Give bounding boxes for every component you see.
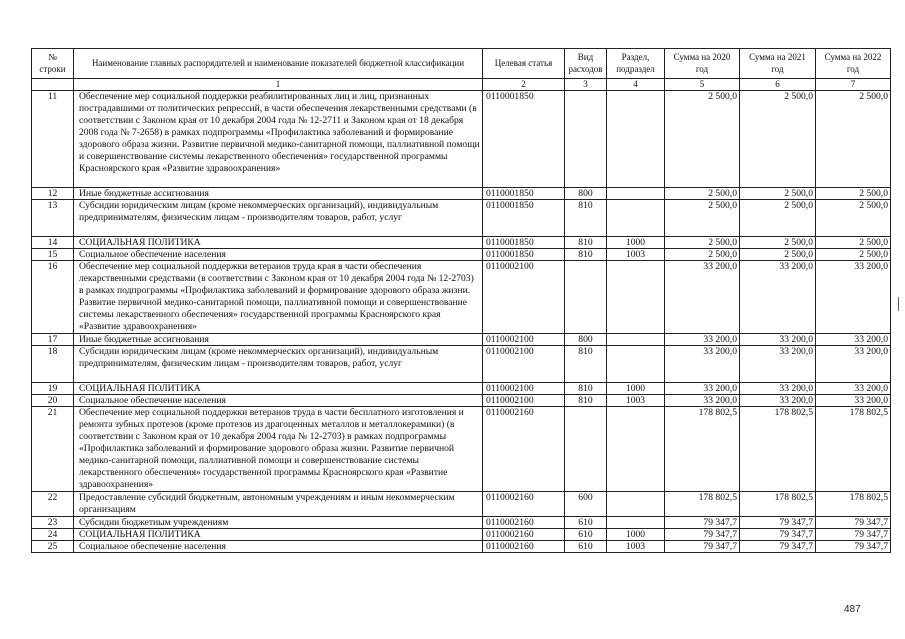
cell-sum-2020: 79 347,7 [665, 517, 740, 529]
cell-target-article: 0110002160 [483, 541, 565, 553]
cell-name: Социальное обеспечение населения [74, 249, 483, 261]
cell-sum-2022: 33 200,0 [816, 334, 891, 346]
cell-sum-2020: 178 802,5 [665, 492, 740, 517]
cell-sum-2022: 2 500,0 [816, 237, 891, 249]
table-row [32, 346, 891, 383]
cell-name: Иные бюджетные ассигнования [74, 188, 483, 200]
cell-name: Социальное обеспечение населения [74, 395, 483, 407]
cell-sum-2022: 79 347,7 [816, 541, 891, 553]
header-sum-2020: Сумма на 2020 год [665, 49, 740, 79]
cell-sum-2021: 2 500,0 [740, 91, 816, 188]
cell-expense-type: 810 [565, 395, 607, 407]
table-row [32, 383, 891, 395]
cell-row-number: 16 [32, 261, 74, 334]
cell-sum-2021: 33 200,0 [740, 383, 816, 395]
cell-expense-type [565, 91, 607, 188]
cell-target-article: 0110001850 [483, 237, 565, 249]
column-number: 2 [483, 79, 565, 91]
cell-sum-2020: 33 200,0 [665, 346, 740, 383]
cell-sum-2021: 178 802,5 [740, 407, 816, 492]
cell-section [607, 346, 665, 383]
table-row [32, 188, 891, 200]
cell-name: Иные бюджетные ассигнования [74, 334, 483, 346]
cell-sum-2021: 2 500,0 [740, 237, 816, 249]
cell-section: 1003 [607, 249, 665, 261]
cell-expense-type: 810 [565, 200, 607, 237]
cell-name: Обеспечение мер социальной поддержки ветеранов труда края в части обеспечения лекарственными средствами (в соответствии с Законом края от 10 декабря 2004 года № 12-2703) в рамках подпрограммы «Профилактика заболеваний и формирование здорового образа жизни. Развитие первичной медико-санитарной помощи, паллиативной помощи и совершенствование системы лекарственного обеспечения» государственной программы Красноярского края «Развитие здравоохранения» [74, 261, 483, 334]
cell-sum-2022: 2 500,0 [816, 249, 891, 261]
table-row [32, 200, 891, 237]
cell-sum-2022: 2 500,0 [816, 91, 891, 188]
cell-name: Субсидии юридическим лицам (кроме некоммерческих организаций), индивидуальным предпринимателям, физическим лицам - производителям товаров, работ, услуг [74, 346, 483, 383]
cell-sum-2021: 33 200,0 [740, 261, 816, 334]
cell-sum-2020: 33 200,0 [665, 395, 740, 407]
cell-section [607, 407, 665, 492]
header-expense-type: Вид расходов [565, 49, 607, 79]
cell-section [607, 261, 665, 334]
column-number: 6 [740, 79, 816, 91]
cell-sum-2021: 2 500,0 [740, 188, 816, 200]
cell-name: Социальное обеспечение населения [74, 541, 483, 553]
table-row [32, 517, 891, 529]
cell-section [607, 200, 665, 237]
cell-sum-2021: 79 347,7 [740, 529, 816, 541]
cell-target-article: 0110001850 [483, 200, 565, 237]
table-row [32, 237, 891, 249]
header-target-article: Целевая статья [483, 49, 565, 79]
cell-target-article: 0110002100 [483, 383, 565, 395]
cell-expense-type: 810 [565, 346, 607, 383]
cell-sum-2022: 2 500,0 [816, 200, 891, 237]
table-row [32, 249, 891, 261]
header-sum-2021: Сумма на 2021 год [740, 49, 816, 79]
cell-row-number: 19 [32, 383, 74, 395]
cell-sum-2020: 33 200,0 [665, 334, 740, 346]
cell-sum-2020: 2 500,0 [665, 237, 740, 249]
cell-target-article: 0110002100 [483, 334, 565, 346]
cell-row-number: 20 [32, 395, 74, 407]
table-row [32, 395, 891, 407]
cell-target-article: 0110002160 [483, 407, 565, 492]
cell-sum-2022: 178 802,5 [816, 407, 891, 492]
table-row [32, 492, 891, 517]
budget-table [31, 48, 891, 553]
cell-sum-2021: 33 200,0 [740, 346, 816, 383]
column-number: 3 [565, 79, 607, 91]
cell-sum-2022: 33 200,0 [816, 346, 891, 383]
cell-name: СОЦИАЛЬНАЯ ПОЛИТИКА [74, 383, 483, 395]
cell-target-article: 0110001850 [483, 188, 565, 200]
table-row [32, 407, 891, 492]
cell-sum-2022: 33 200,0 [816, 383, 891, 395]
cell-expense-type [565, 261, 607, 334]
cell-row-number: 23 [32, 517, 74, 529]
cell-sum-2022: 79 347,7 [816, 517, 891, 529]
cell-row-number: 21 [32, 407, 74, 492]
cell-sum-2022: 33 200,0 [816, 395, 891, 407]
cell-sum-2020: 2 500,0 [665, 91, 740, 188]
cell-row-number: 14 [32, 237, 74, 249]
cell-sum-2020: 2 500,0 [665, 188, 740, 200]
cell-target-article: 0110002160 [483, 517, 565, 529]
cell-section [607, 517, 665, 529]
cell-target-article: 0110002100 [483, 395, 565, 407]
table-row [32, 529, 891, 541]
cell-sum-2021: 33 200,0 [740, 334, 816, 346]
cell-sum-2021: 2 500,0 [740, 249, 816, 261]
cell-name: СОЦИАЛЬНАЯ ПОЛИТИКА [74, 237, 483, 249]
cell-row-number: 25 [32, 541, 74, 553]
cell-expense-type: 800 [565, 334, 607, 346]
cell-row-number: 12 [32, 188, 74, 200]
cell-name: Субсидии юридическим лицам (кроме некоммерческих организаций), индивидуальным предпринимателям, физическим лицам - производителям товаров, работ, услуг [74, 200, 483, 237]
cell-sum-2022: 33 200,0 [816, 261, 891, 334]
cell-section [607, 188, 665, 200]
cell-sum-2022: 2 500,0 [816, 188, 891, 200]
cell-sum-2020: 79 347,7 [665, 541, 740, 553]
cell-section: 1000 [607, 529, 665, 541]
cell-section [607, 91, 665, 188]
budget-table-sheet [31, 48, 890, 553]
cell-sum-2022: 178 802,5 [816, 492, 891, 517]
margin-mark [898, 297, 899, 311]
cell-section: 1000 [607, 383, 665, 395]
cell-row-number: 17 [32, 334, 74, 346]
cell-sum-2021: 178 802,5 [740, 492, 816, 517]
column-number: 5 [665, 79, 740, 91]
header-section: Раздел, подраздел [607, 49, 665, 79]
table-row [32, 261, 891, 334]
table-row [32, 91, 891, 188]
cell-expense-type: 810 [565, 249, 607, 261]
cell-target-article: 0110002100 [483, 261, 565, 334]
column-number [32, 79, 74, 91]
column-number: 7 [816, 79, 891, 91]
cell-row-number: 24 [32, 529, 74, 541]
cell-expense-type: 600 [565, 492, 607, 517]
cell-sum-2022: 79 347,7 [816, 529, 891, 541]
table-row [32, 541, 891, 553]
cell-row-number: 13 [32, 200, 74, 237]
cell-sum-2021: 79 347,7 [740, 541, 816, 553]
cell-expense-type: 610 [565, 517, 607, 529]
cell-row-number: 11 [32, 91, 74, 188]
cell-expense-type: 810 [565, 383, 607, 395]
cell-name: Субсидии бюджетным учреждениям [74, 517, 483, 529]
cell-expense-type: 800 [565, 188, 607, 200]
cell-expense-type: 610 [565, 529, 607, 541]
cell-name: Предоставление субсидий бюджетным, автономным учреждениям и иным некоммерческим организациям [74, 492, 483, 517]
cell-sum-2020: 79 347,7 [665, 529, 740, 541]
cell-sum-2021: 33 200,0 [740, 395, 816, 407]
cell-name: Обеспечение мер социальной поддержки реабилитированных лиц и лиц, признанных пострадавшими от политических репрессий, в части обеспечения лекарственными средствами (в соответствии с Законом края от 10 декабря 2004 года № 12-2711 и Законом края от 18 декабря 2008 года № 7-2658) в рамках подпрограммы «Профилактика заболеваний и формирование здорового образа жизни. Развитие первичной медико-санитарной помощи, паллиативной помощи и совершенствование системы лекарственного обеспечения» государственной программы Красноярского края «Развитие здравоохранения» [74, 91, 483, 188]
column-number: 4 [607, 79, 665, 91]
cell-sum-2020: 33 200,0 [665, 383, 740, 395]
cell-row-number: 15 [32, 249, 74, 261]
table-row [32, 334, 891, 346]
cell-target-article: 0110002160 [483, 529, 565, 541]
column-number: 1 [74, 79, 483, 91]
cell-sum-2020: 178 802,5 [665, 407, 740, 492]
header-name: Наименование главных распорядителей и наименование показателей бюджетной классификации [74, 49, 483, 79]
cell-section: 1000 [607, 237, 665, 249]
cell-target-article: 0110002100 [483, 346, 565, 383]
cell-row-number: 22 [32, 492, 74, 517]
cell-row-number: 18 [32, 346, 74, 383]
cell-sum-2020: 2 500,0 [665, 249, 740, 261]
cell-section [607, 492, 665, 517]
header-row [32, 49, 891, 79]
cell-name: СОЦИАЛЬНАЯ ПОЛИТИКА [74, 529, 483, 541]
cell-section [607, 334, 665, 346]
table-body [32, 91, 891, 553]
cell-target-article: 0110001850 [483, 91, 565, 188]
cell-expense-type [565, 407, 607, 492]
column-number-row [32, 79, 891, 91]
cell-expense-type: 610 [565, 541, 607, 553]
cell-target-article: 0110002160 [483, 492, 565, 517]
cell-sum-2020: 2 500,0 [665, 200, 740, 237]
cell-sum-2021: 79 347,7 [740, 517, 816, 529]
header-row-number: № строки [32, 49, 74, 79]
cell-sum-2020: 33 200,0 [665, 261, 740, 334]
cell-sum-2021: 2 500,0 [740, 200, 816, 237]
cell-expense-type: 810 [565, 237, 607, 249]
page-number: 487 [844, 604, 861, 615]
cell-section: 1003 [607, 541, 665, 553]
cell-target-article: 0110001850 [483, 249, 565, 261]
cell-name: Обеспечение мер социальной поддержки ветеранов труда в части бесплатного изготовления и ремонта зубных протезов (кроме протезов из драгоценных металлов и металлокерамики) (в соответствии с Законом края от 10 декабря 2004 года № 12-2703) в рамках подпрограммы «Профилактика заболеваний и формирование здорового образа жизни. Развитие первичной медико-санитарной помощи, паллиативной помощи и совершенствование системы лекарственного обеспечения» государственной программы Красноярского края «Развитие здравоохранения» [74, 407, 483, 492]
cell-section: 1003 [607, 395, 665, 407]
header-sum-2022: Сумма на 2022 год [816, 49, 891, 79]
